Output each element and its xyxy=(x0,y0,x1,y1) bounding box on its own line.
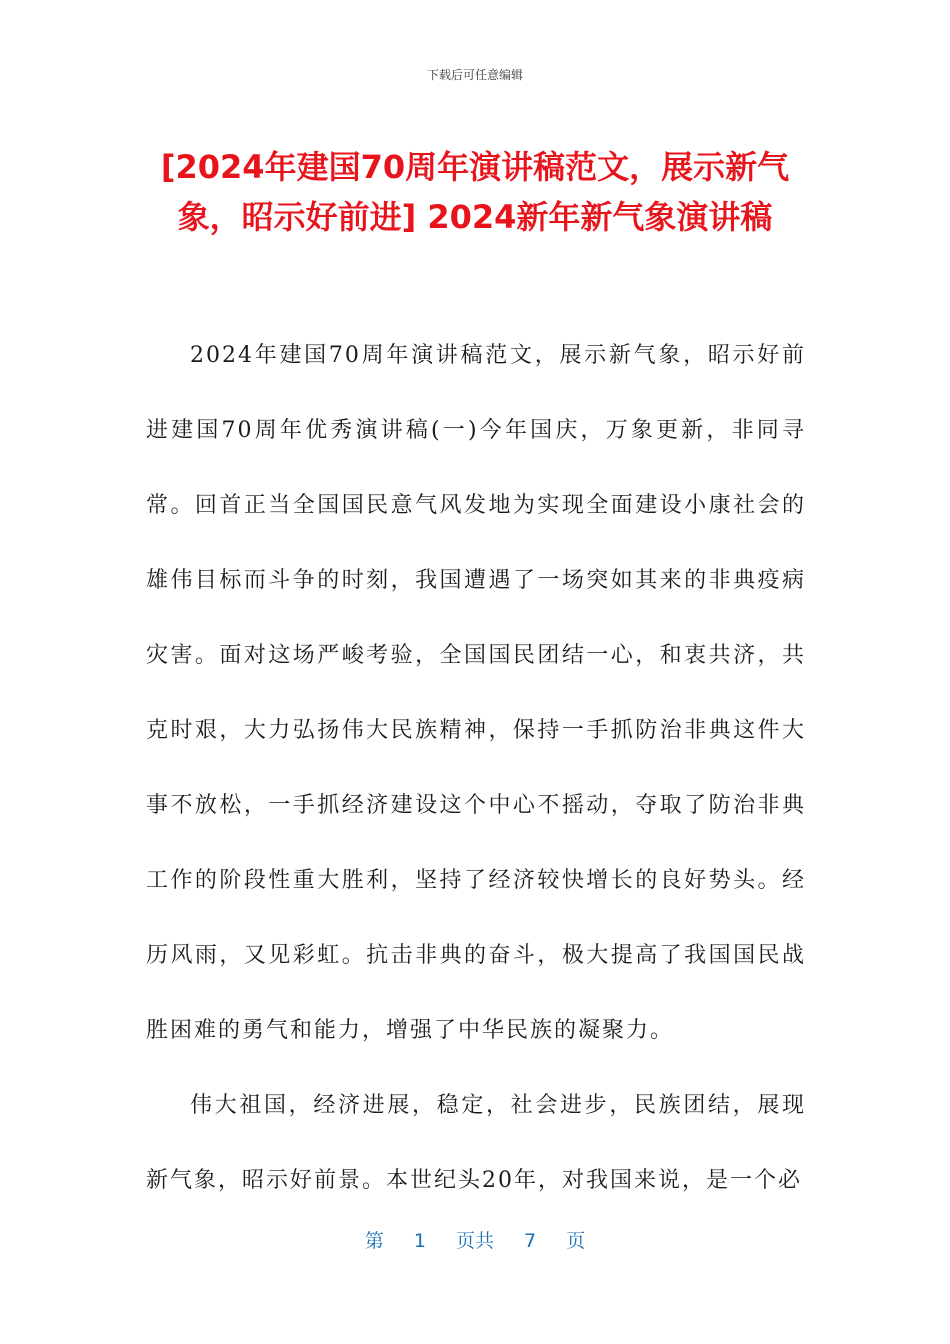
document-body xyxy=(146,318,806,1218)
paragraph-1: 2024年建国70周年演讲稿范文，展示新气象，昭示好前进建国70周年优秀演讲稿(一)今年国庆，万象更新，非同寻常。回首正当全国国民意气风发地为实现全面建设小康社会的雄伟目标而斗争的时刻，我国遭遇了一场突如其来的非典疫病灾害。面对这场严峻考验，全国国民团结一心，和衷共济，共克时艰，大力弘扬伟大民族精神，保持一手抓防治非典这件大事不放松，一手抓经济建设这个中心不摇动，夺取了防治非典工作的阶段性重大胜利，坚持了经济较快增长的良好势头。经历风雨，又见彩虹。抗击非典的奋斗，极大提高了我国国民战胜困难的勇气和能力，增强了中华民族的凝聚力。 xyxy=(146,343,806,1043)
header-note: 下载后可任意编辑 xyxy=(426,68,523,82)
page-label-prefix: 第 xyxy=(364,1230,384,1252)
page-label-suffix: 页 xyxy=(566,1230,586,1252)
page-label-mid: 页共 xyxy=(455,1230,494,1252)
document-title: [2024年建国70周年演讲稿范文，展示新气象，昭示好前进] 2024新年新气象演讲稿 xyxy=(160,148,790,236)
page-current: 1 xyxy=(413,1230,426,1252)
page-footer xyxy=(0,1226,950,1253)
paragraph-2: 伟大祖国，经济进展，稳定，社会进步，民族团结，展现新气象，昭示好前景。本世纪头20年，对我国来说，是一个必 xyxy=(146,1093,806,1193)
page-total: 7 xyxy=(524,1230,537,1252)
